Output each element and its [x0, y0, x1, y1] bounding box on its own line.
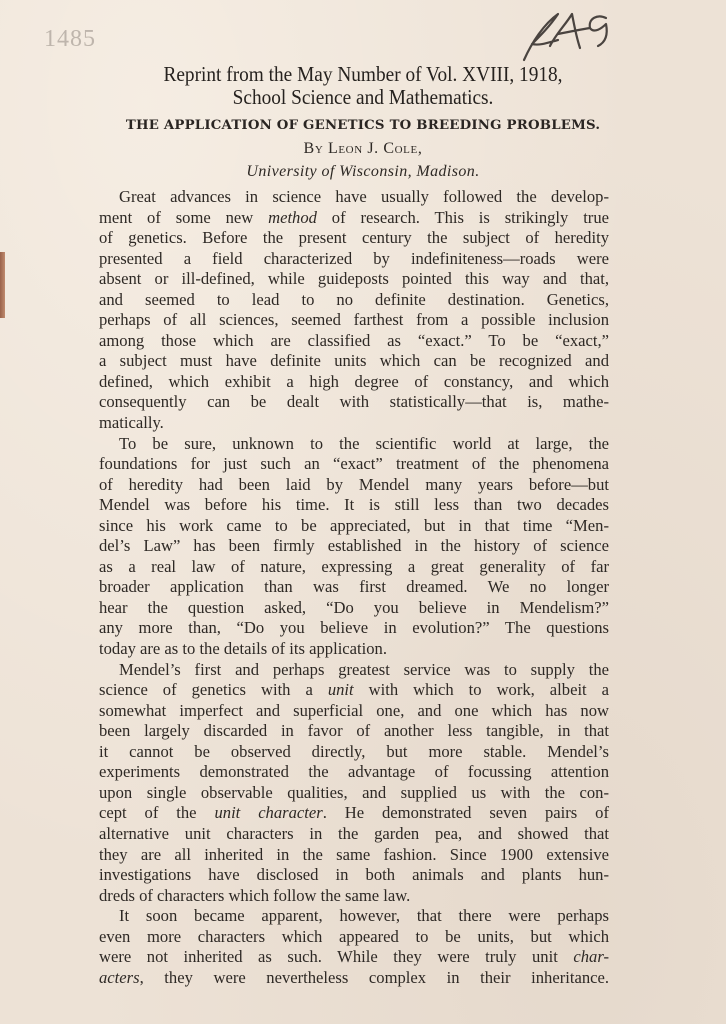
text-line: Mendel’s first and perhaps greatest service was to supply the — [119, 659, 609, 679]
italic-term: acters — [99, 967, 140, 987]
text-line: a subject must have definite units which can be recognized and — [99, 351, 609, 371]
edge-stain — [0, 252, 5, 318]
text-line: and seemed to lead to no definite destination. Genetics, — [99, 289, 609, 309]
text-line: as a real law of nature, expressing a great generality of far — [99, 556, 609, 576]
text-line: today are as to the details of its application. — [99, 639, 388, 659]
text-line: foundations for just such an “exact” treatment of the phenomena — [99, 454, 609, 474]
paragraph — [99, 660, 609, 907]
text-line: del’s Law” has been firmly established in the history of science — [99, 536, 609, 556]
text-line: presented a field characterized by indefiniteness—roads were — [99, 248, 609, 268]
article-title: THE APPLICATION OF GENETICS TO BREEDING PROBLEMS. — [125, 118, 601, 133]
text-line: it cannot be observed directly, but more stable. Mendel’s — [99, 741, 609, 761]
text-line: among those which are classified as “exact.” To be “exact,” — [99, 330, 609, 350]
text-line: hear the question asked, “Do you believe in Mendelism?” — [99, 597, 609, 617]
text-line: of heredity had been laid by Mendel many years before—but — [99, 474, 609, 494]
italic-term: unit character — [214, 803, 323, 823]
text-line: cept of the unit character. He demonstrated seven pairs of — [99, 803, 609, 823]
reprint-line: Reprint from the May Number of Vol. XVIII, 1918, — [163, 62, 563, 86]
text-line: any more than, “Do you believe in evolution?” The questions — [99, 618, 609, 638]
journal-line: School Science and Mathematics. — [232, 85, 494, 109]
stamp-number: 1485 — [44, 26, 96, 52]
text-line: perhaps of all sciences, seemed farthest from a possible inclusion — [99, 310, 609, 330]
text-line: been largely discarded in favor of another less tangible, in that — [99, 721, 609, 741]
paragraph — [99, 906, 609, 988]
text-line: investigations have disclosed in both animals and plants hun- — [99, 865, 609, 885]
text-line: science of genetics with a unit with which to work, albeit a — [99, 680, 610, 700]
italic-term: char- — [573, 947, 609, 967]
text-line: broader application than was first dreamed. We no longer — [99, 577, 609, 597]
author-affiliation: University of Wisconsin, Madison. — [246, 163, 480, 180]
text-line: consequently can be dealt with statistically—that is, mathe- — [99, 392, 609, 412]
text-line: experiments demonstrated the advantage of focussing attention — [99, 762, 609, 782]
text-line: upon single observable qualities, and supplied us with the con- — [99, 782, 609, 802]
text-line: alternative unit characters in the garden pea, and showed that — [99, 823, 609, 843]
italic-term: unit — [327, 680, 354, 700]
text-line: even more characters which appeared to be units, but which — [99, 926, 609, 946]
text-line: acters, they were nevertheless complex in their inheritance. — [99, 967, 609, 987]
text-line: dreds of characters which follow the same law. — [99, 885, 411, 905]
text-line: of genetics. Before the present century the subject of heredity — [99, 228, 609, 248]
handwritten-initials-signature — [510, 2, 640, 64]
article-body — [99, 187, 609, 988]
text-line: defined, which exhibit a high degree of constancy, and which — [99, 371, 609, 391]
text-line: were not inherited as such. While they were truly unit char- — [99, 947, 609, 967]
text-line: absent or ill-defined, while guideposts pointed this way and that, — [99, 269, 609, 289]
paragraph — [99, 187, 609, 434]
text-line: they are all inherited in the same fashion. Since 1900 extensive — [99, 844, 609, 864]
text-line: ment of some new method of research. This is strikingly true — [99, 207, 609, 227]
text-line: Great advances in science have usually followed the develop- — [119, 187, 609, 206]
author-byline: By Leon J. Cole, — [303, 140, 423, 157]
text-line: since his work came to be appreciated, but in that time “Men- — [99, 515, 609, 535]
italic-term: method — [268, 207, 317, 227]
text-line: Mendel was before his time. It is still less than two decades — [99, 495, 609, 515]
text-line: It soon became apparent, however, that there were perhaps — [119, 906, 609, 926]
text-line: matically. — [99, 413, 164, 433]
text-line: somewhat imperfect and superficial one, and one which has now — [99, 700, 609, 720]
paragraph — [99, 434, 609, 660]
text-line: To be sure, unknown to the scientific world at large, the — [119, 433, 609, 453]
